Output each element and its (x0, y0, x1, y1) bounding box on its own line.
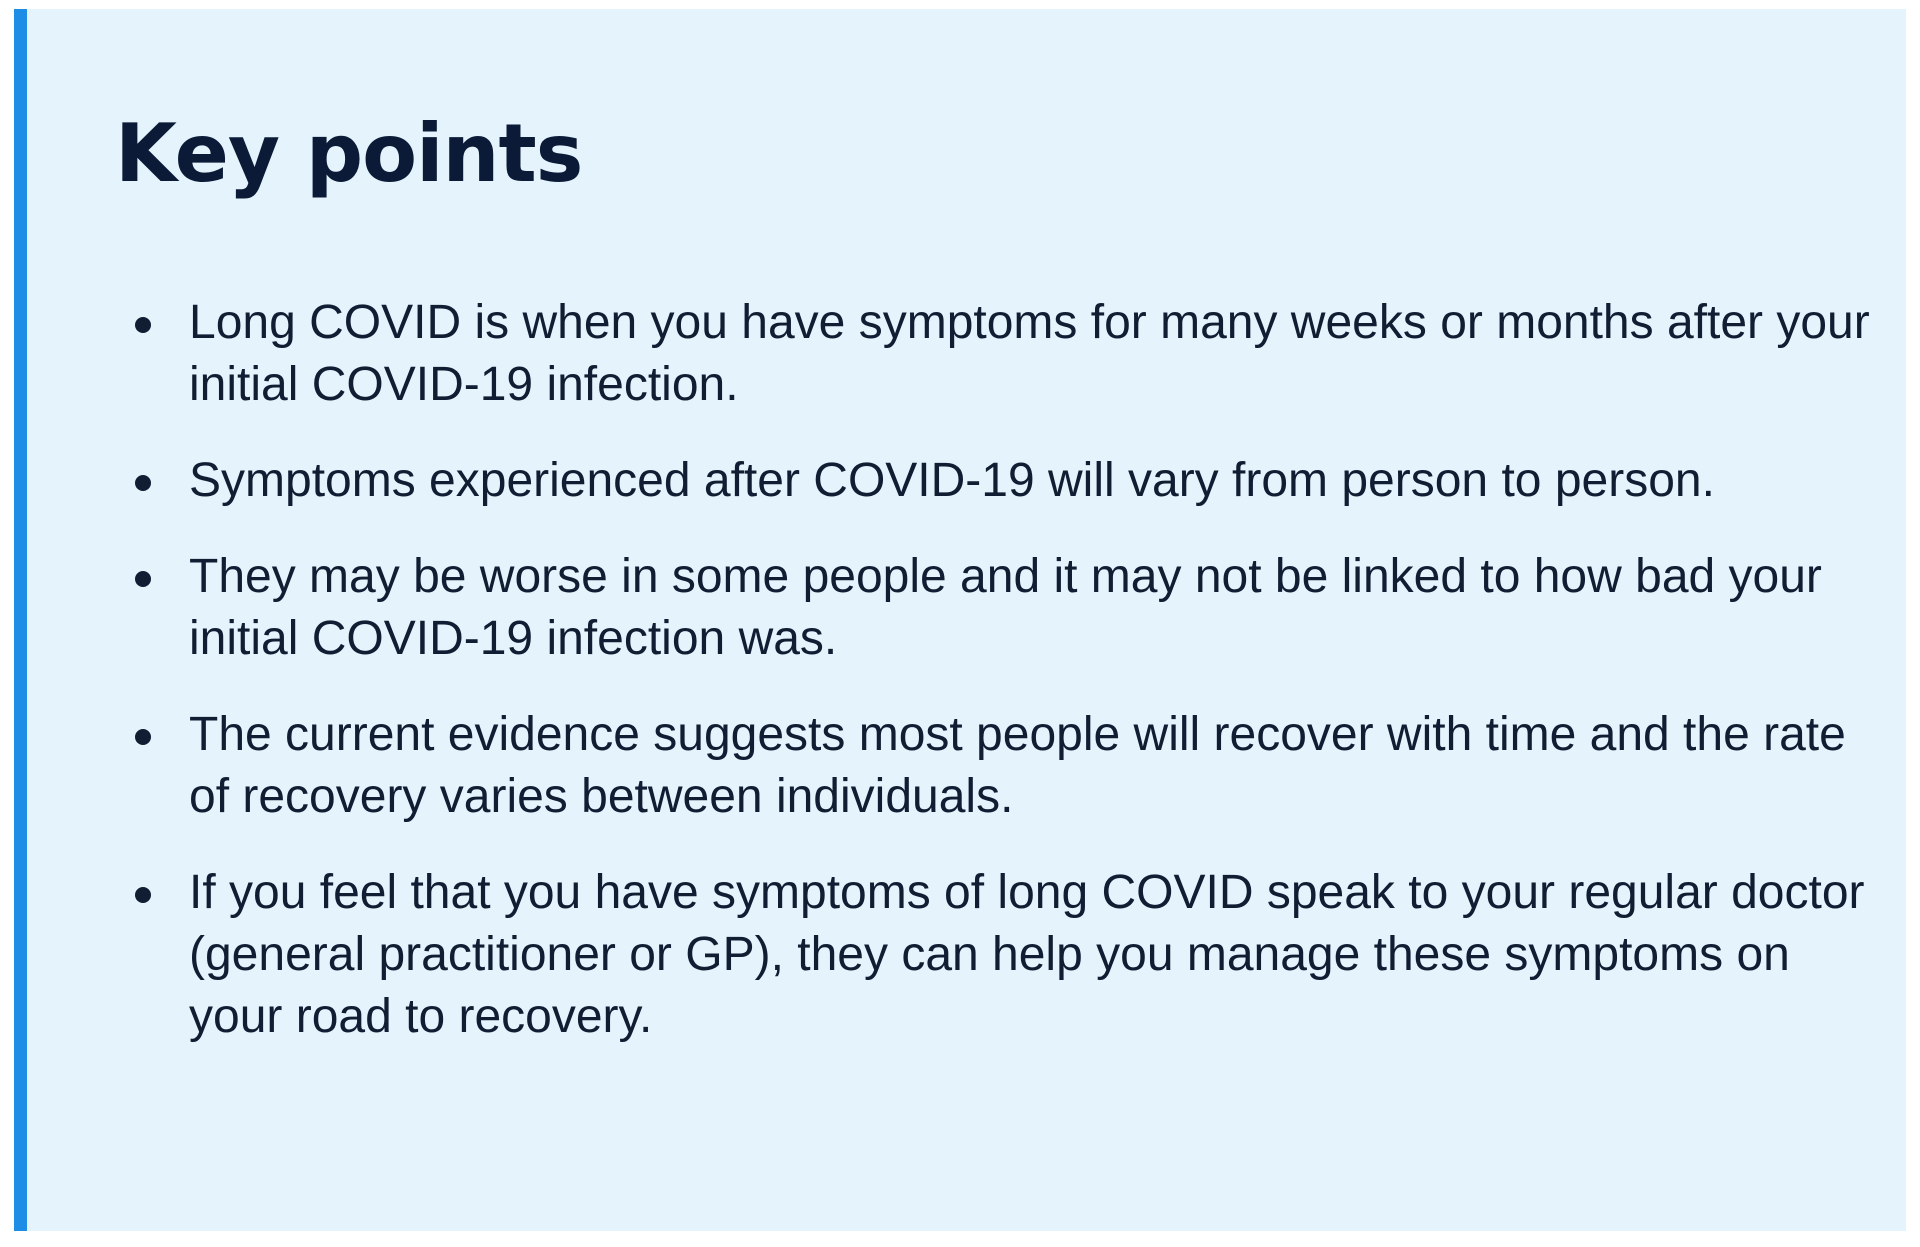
key-point-text: They may be worse in some people and it may not be linked to how bad your initial COVID-19 infection was. (189, 550, 1822, 665)
key-point-item (189, 862, 1879, 1048)
key-point-text: Long COVID is when you have symptoms for many weeks or months after your initial COVID-19 infection. (189, 296, 1870, 411)
key-point-text: Symptoms experienced after COVID-19 will vary from person to person. (189, 454, 1715, 507)
bullet-icon (135, 317, 151, 333)
bullet-icon (135, 475, 151, 491)
key-point-item (189, 704, 1879, 828)
key-point-item (189, 292, 1879, 416)
callout-title: Key points (115, 107, 583, 200)
bullet-icon (135, 571, 151, 587)
key-points-callout (14, 9, 1906, 1231)
key-point-text: The current evidence suggests most people will recover with time and the rate of recovery varies between individuals. (189, 708, 1846, 823)
key-points-list (189, 292, 1879, 1082)
key-point-item (189, 450, 1879, 512)
bullet-icon (135, 729, 151, 745)
key-point-item (189, 546, 1879, 670)
bullet-icon (135, 887, 151, 903)
key-point-text: If you feel that you have symptoms of long COVID speak to your regular doctor (general practitioner or GP), they can help you manage these symptoms on your road to recovery. (189, 866, 1865, 1043)
